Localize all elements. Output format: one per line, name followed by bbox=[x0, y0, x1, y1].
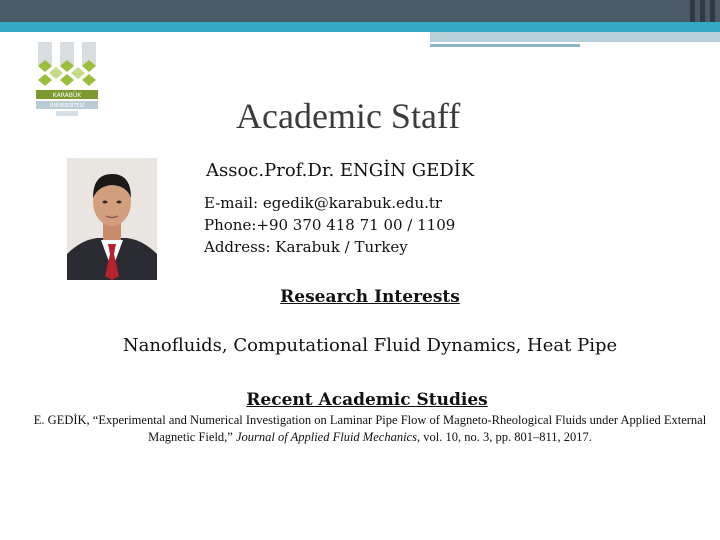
phone: Phone:+90 370 418 71 00 / 1109 bbox=[204, 216, 456, 234]
edge-mark bbox=[710, 0, 715, 22]
studies-heading: Recent Academic Studies bbox=[246, 390, 488, 410]
address: Address: Karabuk / Turkey bbox=[204, 238, 408, 256]
staff-name: Assoc.Prof.Dr. ENGİN GEDİK bbox=[206, 160, 475, 181]
citation-authors-title: E. GEDİK, “Experimental and Numerical Investigation on Laminar Pipe Flow of Magneto-Rheological Fluids under Applied External Magnetic Field,” bbox=[33, 413, 707, 444]
citation-details: , vol. 10, no. 3, pp. 801–811, 2017. bbox=[416, 430, 592, 444]
citation bbox=[20, 412, 720, 446]
edge-mark bbox=[700, 0, 705, 22]
page-title: Academic Staff bbox=[236, 96, 461, 136]
header-bar bbox=[0, 0, 720, 22]
citation-journal: Journal of Applied Fluid Mechanics bbox=[235, 430, 417, 444]
profile-photo bbox=[67, 158, 157, 280]
university-logo bbox=[34, 40, 100, 120]
email: E-mail: egedik@karabuk.edu.tr bbox=[204, 194, 443, 212]
svg-text:KARABÜK: KARABÜK bbox=[52, 92, 82, 99]
svg-text:ÜNİVERSİTESİ: ÜNİVERSİTESİ bbox=[49, 103, 85, 109]
research-interests: Nanofluids, Computational Fluid Dynamics, Heat Pipe bbox=[122, 335, 618, 356]
contact-info bbox=[204, 192, 455, 258]
header-accent-bar bbox=[0, 22, 720, 32]
edge-mark bbox=[690, 0, 695, 22]
header-stripe bbox=[430, 32, 720, 42]
research-heading: Research Interests bbox=[280, 287, 460, 307]
header-stripe-thin bbox=[430, 44, 580, 47]
